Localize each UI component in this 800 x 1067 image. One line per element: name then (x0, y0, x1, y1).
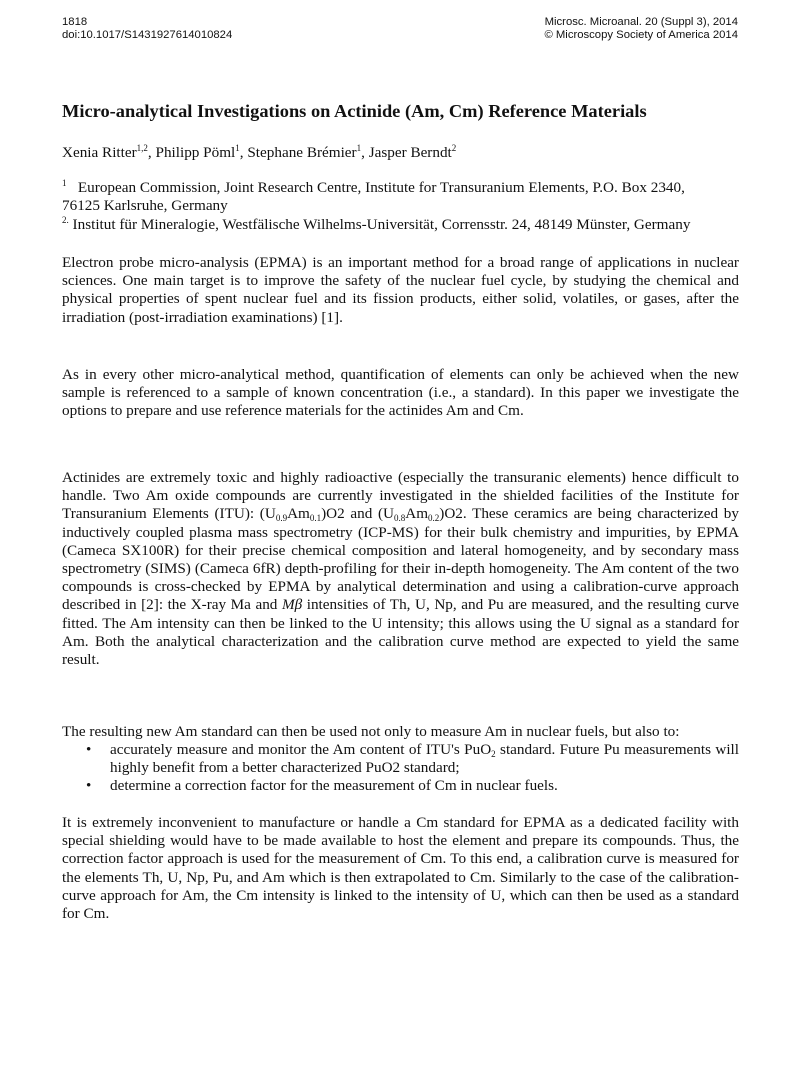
paragraph-cm-standard: It is extremely inconvenient to manufacture or handle a Cm standard for EPMA as a dedicated facility with special shielding would have to be made available to host the element and prepare its compounds. Thus, the correction factor approach is used for the measurement of Cm. To this end, a calibration curve is measured for the elements Th, U, Np, Pu, and Am which is then extrapolated to Cm. Similarly to the case of the calibration-curve approach for Am, the Cm intensity is linked to the intensity of U, which can then be used as a standard for Cm. (62, 814, 739, 923)
bullet-icon: • (86, 741, 92, 758)
doi: doi:10.1017/S1431927614010824 (62, 29, 233, 41)
affiliation-marker: 2. (62, 215, 69, 225)
author: Jasper Berndt (368, 144, 452, 161)
author: Stephane Brémier (247, 144, 357, 161)
affiliation-marker: 1 (62, 178, 67, 188)
paragraph-actinides: Actinides are extremely toxic and highly radioactive (especially the transuranic elements) hence difficult to handle. Two Am oxide compounds are currently investigated in the shielded facilities of the Institute for Transuranium Elements (ITU): $(U_{0.9}Am_{0.1})O2$ and $(U_{0.8}Am_{0.2})O2$. These ceramics are being characterized by inductively coupled plasma mass spectrometry (ICP-MS) for their bulk chemistry and impurities, by EPMA (Cameca SX100R) for their precise chemical composition and lateral homogeneity, and by secondary mass spectrometry (SIMS) (Cameca 6fR) depth-profiling for their in-depth homogeneity. The Am content of the two compounds is cross-checked by EPMA by analytical determination and using a calibration-curve approach described in [2]: the X-ray Ma and Mβ intensities of Th, U, Np, and Pu are measured, and the resulting curve fitted. The Am intensity can then be linked to the U intensity; this allows using the U signal as a standard for Am. Both the analytical characterization and the calibration curve method are expected to yield the same result. (62, 469, 739, 669)
author: Philipp Pöml (155, 144, 236, 161)
author-affiliation-mark: 1 (356, 143, 362, 153)
author-affiliation-mark: 1,2 (136, 143, 148, 153)
author-list: Xenia Ritter$^{1,2}$, Philipp Pöml$^1$, Stephane Brémier$^1$, Jasper Berndt$^2$ (62, 143, 457, 161)
bullet-list (62, 741, 739, 796)
affiliation-2: $^{2.}$ Institut für Mineralogie, Westfälische Wilhelms-Universität, Corrensstr. 24, 48149 Münster, Germany (62, 215, 691, 233)
author: Xenia Ritter (62, 144, 137, 161)
paragraph-quantification: As in every other micro-analytical method, quantification of elements can only be achieved when the new sample is referenced to a sample of known concentration (i.e., a standard). In this paper we investigate the options to prepare and use reference materials for the actinides Am and Cm. (62, 366, 739, 420)
running-header-right (544, 16, 738, 42)
list-item: • determine a correction factor for the measurement of Cm in nuclear fuels. (86, 777, 558, 795)
m-beta-symbol: Mβ (281, 596, 303, 614)
copyright: © Microscopy Society of America 2014 (544, 29, 738, 41)
paper-title: Micro-analytical Investigations on Actinide (Am, Cm) Reference Materials (62, 101, 647, 121)
paragraph-intro: Electron probe micro-analysis (EPMA) is an important method for a broad range of applications in nuclear sciences. One main target is to improve the safety of the nuclear fuel cycle, by studying the chemical and physical properties of spent nuclear fuel and its fission products, either solid, volatiles, or gases, after the irradiation (post-irradiation examinations) [1]. (62, 254, 739, 326)
journal-citation: Microsc. Microanal. 20 (Suppl 3), 2014 (544, 16, 738, 28)
running-header-left (62, 16, 232, 42)
paragraph-new-standard: The resulting new Am standard can then be used not only to measure Am in nuclear fuels, but also to: (62, 723, 680, 740)
page-number: 1818 (62, 16, 88, 28)
affiliation-1: $^1$ European Commission, Joint Research Centre, Institute for Transuranium Elements, P.O. Box 2340, 76125 Karlsruhe, Germany (62, 178, 685, 215)
author-affiliation-mark: 1 (235, 143, 240, 153)
list-item: • accurately measure and monitor the Am content of ITU's PuO$_2$ standard. Future Pu measurements will highly benefit from a better characterized PuO2 standard; (86, 741, 739, 777)
author-affiliation-mark: 2 (451, 143, 457, 153)
bullet-icon: • (86, 777, 92, 795)
